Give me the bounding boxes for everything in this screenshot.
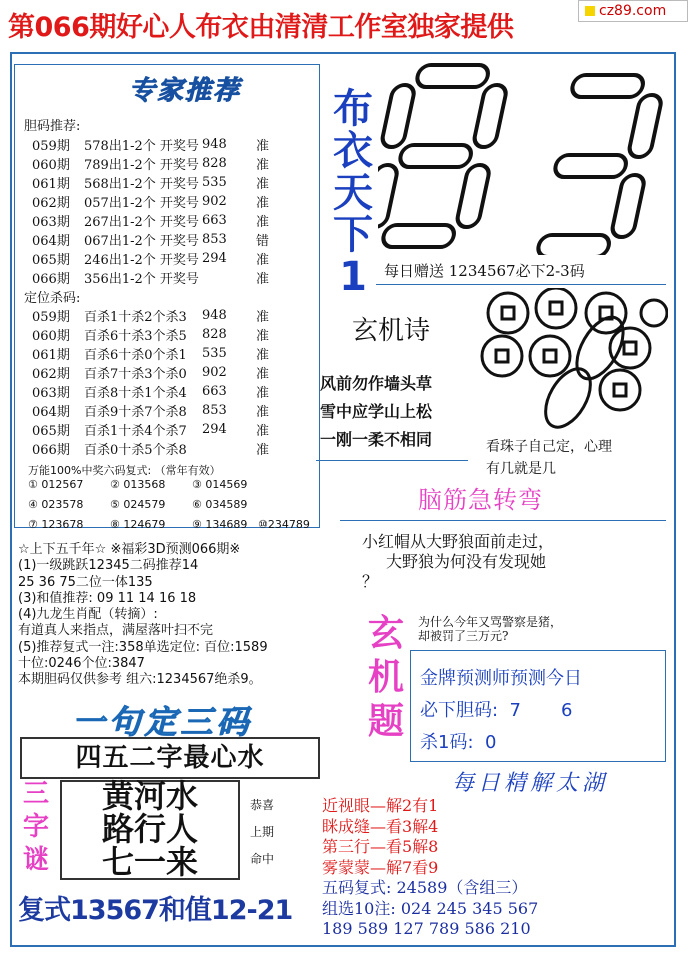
riddle-line: 黄河水: [101, 777, 198, 815]
danma-row: [32, 192, 286, 211]
dingwei-row: [32, 363, 286, 382]
congrats-line: 命中: [249, 852, 274, 866]
poem-line: 一刚一柔不相同: [320, 430, 433, 449]
why-line: 却被罚了三万元?: [418, 629, 509, 643]
info-line: (5)推荐复式一注:358单选定位: 百位:1589: [18, 639, 268, 655]
table-cell: 061期: [32, 177, 70, 192]
table-cell: [202, 439, 256, 458]
info-block: [18, 542, 320, 689]
info-line: 本期胆码仅供参考 组六:1234567绝杀9。: [18, 672, 262, 688]
big-digits-graphic: [378, 55, 678, 255]
question-line: 小红帽从大野狼面前走过，: [362, 532, 555, 551]
table-cell: 789出1-2个 开奖号: [84, 158, 199, 173]
table-cell: 准: [256, 158, 270, 173]
table-cell: 067出1-2个 开奖号: [84, 234, 199, 249]
danma-label: 胆码推荐:: [24, 119, 81, 134]
coin-icon: [641, 300, 667, 326]
congrats-note: [248, 792, 276, 873]
fushi-item: ④ 023578: [28, 498, 84, 511]
danma-row: [32, 268, 286, 287]
table-cell: 356出1-2个 开奖号: [84, 272, 199, 287]
question-line: 大野狼为何没有发现她: [386, 552, 547, 571]
table-cell: 267出1-2个 开奖号: [84, 215, 199, 230]
table-cell: 294: [202, 422, 227, 437]
poem-line: 雪中应学山上松: [320, 402, 433, 421]
coin-icon: [488, 293, 528, 333]
table-cell: 百杀0十杀5个杀8: [84, 443, 187, 458]
xuanji-ti-text: 玄机题: [368, 613, 405, 742]
dingwei-label: 定位杀码:: [24, 291, 81, 306]
xuanji-ti-title: [366, 612, 406, 744]
bead-note-line: 看珠子自己定，心理: [486, 439, 612, 455]
info-line: 有道真人来指点，满屋落叶扫不完: [18, 623, 214, 639]
prediction-line: 杀1码: 0: [420, 732, 497, 753]
table-cell: 准: [256, 405, 270, 420]
danma-row: [32, 154, 286, 173]
segment: [570, 75, 645, 97]
danma-row: [32, 230, 286, 249]
jingjie-line: 眯成缝—看3解4: [322, 816, 439, 836]
info-line: (4)九龙生肖配（转摘）:: [18, 607, 158, 623]
site-badge[interactable]: [578, 0, 688, 22]
dingwei-row: [32, 420, 286, 439]
naojin-title: 脑筋急转弯: [418, 486, 543, 514]
fushi-item: ⑥ 034589: [192, 498, 248, 511]
table-cell: 准: [256, 272, 270, 287]
dingwei-row: [32, 306, 286, 325]
table-cell: 064期: [32, 405, 70, 420]
table-cell: 535: [202, 346, 227, 361]
coin-icon: [600, 370, 640, 410]
segment: [381, 85, 416, 147]
table-cell: 百杀9十杀7个杀8: [84, 405, 187, 420]
table-cell: 062期: [32, 367, 70, 382]
naojin-why: [418, 615, 562, 643]
dingwei-row: [32, 344, 286, 363]
segment: [628, 95, 663, 157]
fushi-item: ⑤ 024579: [110, 498, 166, 511]
table-cell: 百杀1十杀4个杀7: [84, 424, 187, 439]
table-cell: 059期: [32, 310, 70, 325]
table-cell: 828: [202, 156, 227, 171]
table-cell: 百杀6十杀3个杀5: [84, 329, 187, 344]
table-cell: 246出1-2个 开奖号: [84, 253, 199, 268]
table-cell: 百杀6十杀0个杀1: [84, 348, 187, 363]
banner-title: 第066期好心人布衣由清清工作室独家提供: [8, 12, 514, 43]
table-cell: 663: [202, 384, 227, 399]
segment: [378, 165, 399, 227]
jingjie-block: [322, 796, 538, 940]
table-cell: 948: [202, 137, 227, 152]
jingjie-line: 近视眼—解2有1: [322, 796, 439, 815]
segment: [398, 145, 473, 167]
info-line: 25 36 75二位一体135: [18, 574, 153, 590]
table-cell: 578出1-2个 开奖号: [84, 139, 199, 154]
table-cell: 902: [202, 365, 227, 380]
dingwei-table: [32, 306, 286, 458]
segment: [415, 65, 490, 87]
table-cell: 063期: [32, 386, 70, 401]
table-cell: 535: [202, 175, 227, 190]
table-cell: 准: [256, 139, 270, 154]
bead-note: [486, 436, 612, 480]
table-cell: 060期: [32, 329, 70, 344]
segment: [536, 235, 611, 255]
table-cell: 准: [256, 386, 270, 401]
fushi-item: ① 012567: [28, 478, 84, 491]
table-cell: 902: [202, 194, 227, 209]
table-cell: 准: [256, 177, 270, 192]
danma-table: [32, 135, 286, 287]
riddle-line: 路行人: [101, 810, 198, 848]
gift-line: 每日赠送 1234567必下2-3码: [384, 262, 585, 280]
table-cell: 准: [256, 424, 270, 439]
table-cell: 百杀7十杀3个杀0: [84, 367, 187, 382]
dingwei-row: [32, 439, 286, 458]
fushi-item: ⑨ 134689: [192, 518, 248, 531]
table-cell: 057出1-2个 开奖号: [84, 196, 199, 211]
fushi-item: ⑦ 123678: [28, 518, 84, 531]
xuanji-poem-title: 玄机诗: [352, 316, 431, 346]
fushi-item: ⑩234789: [258, 518, 310, 531]
riddle-lines: [62, 777, 238, 881]
coin-icon: [530, 336, 570, 376]
dingwei-row: [32, 382, 286, 401]
site-url: cz89.com: [599, 3, 667, 19]
segment: [473, 85, 508, 147]
coin-icon: [610, 328, 650, 368]
jingjie-line: 组选10注: 024 245 345 567: [322, 898, 539, 918]
table-cell: 948: [202, 308, 227, 323]
coin-icon: [482, 336, 522, 376]
jingjie-line: 五码复式: 24589（含组三）: [322, 878, 528, 897]
table-cell: 准: [256, 443, 270, 458]
dingwei-row: [32, 325, 286, 344]
table-cell: 准: [256, 367, 270, 382]
digit-segments-3: [536, 75, 667, 255]
table-cell: 062期: [32, 196, 70, 211]
site-dot-icon: [585, 6, 595, 16]
question-line: ？: [362, 572, 379, 591]
danma-row: [32, 173, 286, 192]
info-line: 十位:0246个位:3847: [18, 656, 145, 672]
why-line: 为什么今年又骂警察是猪，: [418, 615, 563, 629]
danma-row: [32, 135, 286, 154]
fushi-item: ③ 014569: [192, 478, 248, 491]
fushi-bottom: 复式13567和值12-21: [18, 895, 293, 926]
divider: [340, 520, 666, 521]
jingjie-line: 雾蒙蒙—解7看9: [322, 857, 439, 877]
poem-line: 风前勿作墙头草: [320, 374, 433, 393]
table-cell: 828: [202, 327, 227, 342]
info-line: ☆上下五千年☆ ※福彩3D预测066期※: [18, 542, 241, 557]
fushi-item: ② 013568: [110, 478, 166, 491]
congrats-line: 上期: [249, 825, 274, 839]
table-cell: 错: [256, 234, 270, 249]
coin-digit-graphic: [478, 288, 668, 438]
table-cell: 准: [256, 329, 270, 344]
danma-row: [32, 249, 286, 268]
coin-icon: [536, 288, 576, 328]
xuanji-poem: [320, 370, 432, 454]
prediction-lines: [420, 663, 582, 759]
segment: [456, 165, 491, 227]
dingwei-row: [32, 401, 286, 420]
jingjie-line: 第三行—看5解8: [322, 837, 439, 856]
table-cell: 066期: [32, 272, 70, 287]
table-cell: 065期: [32, 253, 70, 268]
segment: [553, 155, 628, 177]
danma-row: [32, 211, 286, 230]
table-cell: [202, 268, 256, 287]
divider: [316, 460, 468, 461]
table-cell: 853: [202, 232, 227, 247]
riddle-label-text: 三字谜: [23, 779, 50, 875]
table-cell: 663: [202, 213, 227, 228]
riddle-line: 七一来: [101, 843, 198, 881]
naojin-question: [362, 532, 554, 592]
buyi-title-text: 布衣天下1: [333, 86, 373, 300]
congrats-line: 恭喜: [249, 798, 274, 812]
table-cell: 百杀1十杀2个杀3: [84, 310, 187, 325]
segment: [611, 175, 646, 237]
table-cell: 准: [256, 310, 270, 325]
digit-segments-8: [378, 65, 512, 247]
jingjie-title: 每日精解太湖: [452, 771, 609, 796]
bead-shape: [536, 361, 599, 434]
table-cell: 准: [256, 348, 270, 363]
table-cell: 061期: [32, 348, 70, 363]
table-cell: 059期: [32, 139, 70, 154]
segment: [381, 225, 456, 247]
table-cell: 准: [256, 196, 270, 211]
table-cell: 063期: [32, 215, 70, 230]
table-cell: 060期: [32, 158, 70, 173]
table-cell: 568出1-2个 开奖号: [84, 177, 199, 192]
prediction-line: 必下胆码: 7 6: [420, 700, 573, 721]
jingjie-line: 189 589 127 789 586 210: [322, 919, 531, 938]
info-line: (3)和值推荐: 09 11 14 16 18: [18, 590, 197, 606]
fushi-item: ⑧ 124679: [110, 518, 166, 531]
yiju-answer: 四五二字最心水: [75, 743, 265, 773]
yiju-title: 一句定三码: [72, 703, 253, 741]
table-cell: 853: [202, 403, 227, 418]
buyi-title: [330, 88, 376, 298]
fushi-head: 万能100%中奖六码复式: （常年有效）: [28, 464, 221, 477]
riddle-label: [18, 778, 54, 882]
divider: [376, 284, 666, 285]
table-cell: 准: [256, 253, 270, 268]
expert-title: 专家推荐: [128, 76, 241, 106]
bead-note-line: 有几就是几: [486, 461, 556, 477]
table-cell: 准: [256, 215, 270, 230]
prediction-line: 金牌预测师预测今日: [420, 668, 582, 689]
table-cell: 066期: [32, 443, 70, 458]
table-cell: 294: [202, 251, 227, 266]
table-cell: 百杀8十杀1个杀4: [84, 386, 187, 401]
table-cell: 064期: [32, 234, 70, 249]
table-cell: 065期: [32, 424, 70, 439]
info-line: (1)一级跳跃12345二码推荐14: [18, 558, 199, 574]
